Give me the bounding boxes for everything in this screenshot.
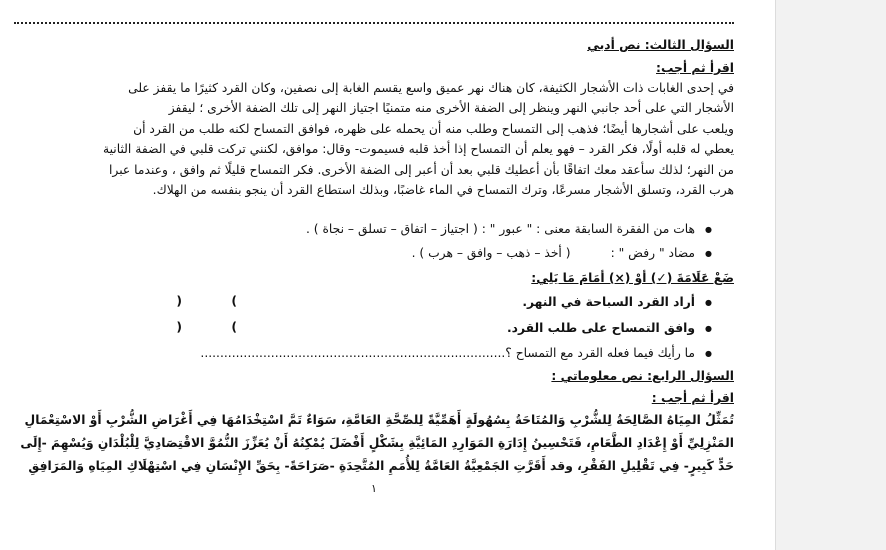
q4-passage-line: تُمَثِّلُ المِيَاهُ الصَّالِحَةُ لِلشُّرْبِ وَالمُتَاحَةُ بِسُهُولَةٍ أَهَمِّيَّةً لِلصِّحَّةِ العَامَّةِ، سَوَاءٌ تَمَّ اسْتِخْدَامُهَا فِي أَغْرَاضِ الشُّرْبِ أَوْ الاسْتِعْمَالِ	[24, 413, 734, 427]
q3-passage	[14, 78, 734, 200]
q4-instruction: اقرأ ثم أجب :	[651, 391, 734, 405]
q3-bullet-opposite	[412, 243, 712, 264]
q3-bullet-meaning-text: هات من الفقرة السابقة معنى : " عبور " : ( اجتياز – اتفاق – تسلق – نجاة ) .	[305, 222, 696, 236]
page-number: ١	[371, 482, 377, 495]
right-side-panel	[775, 0, 886, 550]
q4-passage-line: المَنْزِلِيِّ أَوْ إِعْدَادِ الطَّعَامِ، فَتَحْسِينُ إِدَارَةِ المَوَارِدِ المَائِيَّةِ بِشَكْلٍ أَفْضَلَ يُمْكِنُهُ أَنْ يُعَزِّزَ النُّمُوَّ الاقْتِصَادِيَّ لِلْبُلْدَانِ وَيُسْهِمَ -إِلَى	[20, 436, 734, 450]
q3-statement-2	[507, 318, 712, 339]
q3-passage-line: من النهر؛ لذلك سأعقد معك اتفاقًا بأن أعطيك قلبي بعد أن أعبر إلى الضفة الأخرى. فكر التمساح قليلًا ثم وافق ، وعندما عبرا	[109, 162, 734, 177]
q3-passage-line: الأشجار التي على أحد جانبي النهر وينظر إلى الضفة الأخرى منه متمنيًا اجتياز النهر إلى تلك الضفة الأخرى ؛ ليقفز	[168, 101, 734, 116]
q3-passage-line: في إحدى الغابات ذات الأشجار الكثيفة، كان هناك نهر عميق واسع يقسم الغابة إلى نصفين، وكان القرد كثيرًا ما يقفز على	[128, 81, 734, 95]
q3-heading: السؤال الثالث: نص أدبي	[587, 38, 734, 52]
q3-passage-line: ويلعب على أشجارها أيضًا؛ فذهب إلى التمساح وطلب منه أن يحمله على ظهره، فوافق التمساح لكنه طلب من القرد أن	[133, 121, 734, 136]
q3-opinion-question	[200, 343, 712, 364]
q3-statement-2-text: وافق التمساح على طلب القرد.	[507, 321, 696, 335]
answer-paren-open-2: )	[231, 320, 237, 334]
answer-paren-close-1: (	[176, 294, 182, 308]
top-dotted-line-2	[14, 22, 734, 24]
q3-passage-line: هرب القرد، وتسلق الأشجار مسرعًا، وترك التمساح في الماء غاضبًا، وبذلك استطاع القرد أن ينجو بنفسه من الهلاك.	[152, 183, 734, 198]
q4-heading: السؤال الرابع: نص معلوماتي :	[551, 369, 734, 383]
q3-statement-1-text: أراد القرد السباحة في النهر.	[522, 295, 696, 309]
q3-statement-1	[522, 292, 712, 313]
q3-opinion-text: ما رأيك فيما فعله القرد مع التمساح ؟..............................................................................	[200, 346, 696, 360]
q4-passage	[14, 409, 734, 478]
q3-bullet-opposite-options: ( أخذ – ذهب – وافق – هرب ) .	[411, 246, 571, 260]
q3-passage-line: يعطي له قلبه أولًا، فكر القرد – فهو يعلم أن التمساح إذا أخذ قلبه فسيموت- وقال: موافق، لكنني تركت قلبي في الضفة الثانية	[103, 142, 734, 157]
q3-bullet-meaning	[306, 219, 712, 240]
answer-paren-open-1: )	[231, 294, 237, 308]
answer-paren-close-2: (	[176, 320, 182, 334]
q3-mark-instruction: ضَعْ عَلَامَةَ (✓) أوْ (×) أمَامَ مَا يَلِي:	[531, 271, 734, 285]
q3-instruction: اقرأ ثم أجب:	[656, 61, 734, 75]
document-page	[14, 0, 734, 550]
q3-bullet-opposite-label: مضاد " رفض " :	[610, 246, 696, 260]
q4-passage-line: حَدٍّ كَبِيرٍ- فِي تَقْلِيلِ الفَقْرِ، وقد أَقَرَّتِ الجَمْعِيَّةُ العَامَّةُ لِلأُمَمِ المُتَّحِدَةِ -صَرَاحَةً- بِحَقِّ الإِنْسَانِ فِي اسْتِهْلَاكِ المِيَاهِ وَالمَرَافِقِ	[28, 459, 734, 473]
